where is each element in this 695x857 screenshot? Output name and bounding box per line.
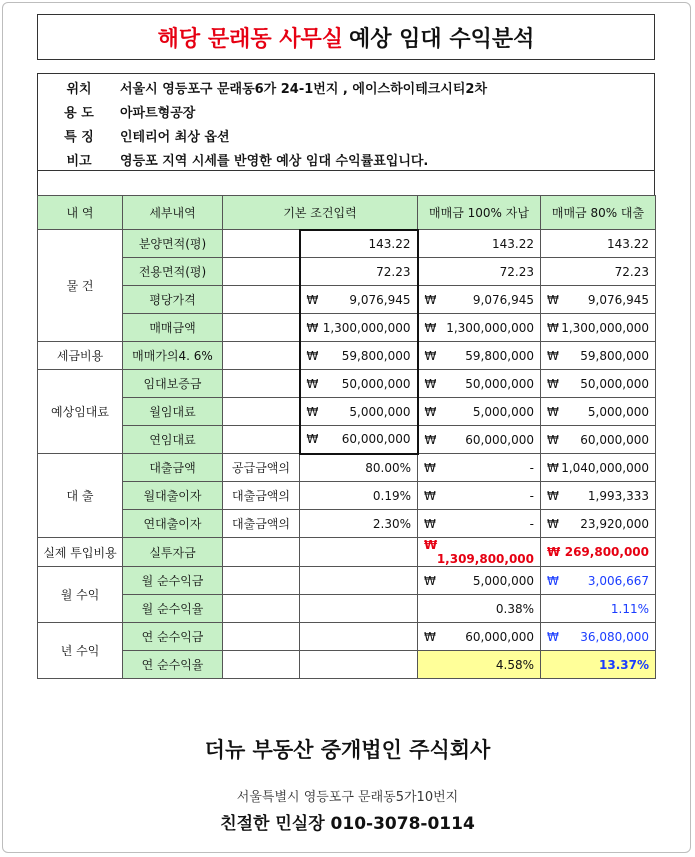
table-row: [38, 342, 656, 370]
note-cell: [223, 426, 300, 454]
base-value[interactable]: [300, 314, 418, 342]
note-cell: [223, 651, 300, 679]
info-value: 서울시 영등포구 문래동6가 24-1번지 , 에이스하이테크시티2차: [120, 81, 488, 97]
won-sign: ₩: [547, 573, 559, 588]
table-row: [38, 258, 656, 286]
base-value[interactable]: [300, 286, 418, 314]
header-detail: 세부내역: [123, 196, 223, 230]
company-name: 더뉴 부동산 중개법인 주식회사: [204, 738, 491, 762]
value-text: 1,300,000,000: [561, 320, 649, 335]
won-sign: ₩: [306, 320, 319, 335]
value-text: 60,000,000: [465, 432, 534, 447]
note-cell: [223, 567, 300, 595]
base-value: [300, 651, 418, 679]
row-label: 월 순수익율: [123, 595, 223, 623]
base-value[interactable]: 80.00%: [300, 454, 418, 482]
won-sign: ₩: [306, 404, 319, 419]
category-property: 물 건: [38, 230, 123, 342]
value-text: 5,000,000: [587, 404, 649, 419]
note-cell: 대출금액의: [223, 482, 300, 510]
row-label: 대출금액: [123, 454, 223, 482]
won-sign: ₩: [547, 320, 559, 335]
base-value[interactable]: [300, 370, 418, 398]
value-text: 59,800,000: [341, 348, 411, 363]
table-row: [38, 314, 656, 342]
note-cell: [223, 623, 300, 651]
full-pay-value: [418, 370, 541, 398]
loan-value: 1.11%: [541, 595, 656, 623]
won-sign: ₩: [306, 292, 319, 307]
full-pay-value: [418, 426, 541, 454]
info-row-note: [38, 147, 654, 171]
won-sign: ₩: [547, 404, 559, 419]
note-cell: [223, 230, 300, 258]
table-row: [38, 398, 656, 426]
note-cell: [223, 370, 300, 398]
header-base: 기본 조건입력: [223, 196, 418, 230]
value-text: 9,076,945: [472, 292, 534, 307]
table-row: [38, 482, 656, 510]
base-value[interactable]: 72.23: [300, 258, 418, 286]
note-cell: 대출금액의: [223, 510, 300, 538]
table-row: [38, 286, 656, 314]
value-text: 3,006,667: [587, 573, 649, 588]
won-sign: ₩: [424, 348, 437, 363]
won-sign: ₩: [547, 516, 559, 531]
won-sign: ₩: [424, 376, 437, 391]
table-row: [38, 651, 656, 679]
won-sign: ₩: [424, 320, 437, 335]
value-text: 36,080,000: [580, 629, 649, 644]
value-text: 60,000,000: [341, 432, 411, 447]
table-row: [38, 567, 656, 595]
won-sign: ₩: [424, 292, 437, 307]
full-pay-value: [418, 623, 541, 651]
note-cell: [223, 286, 300, 314]
value-text: 9,076,945: [587, 292, 649, 307]
value-text: 50,000,000: [465, 376, 534, 391]
loan-value: [541, 510, 656, 538]
info-row-feature: [38, 123, 654, 147]
full-pay-value: [418, 567, 541, 595]
loan-value: 143.22: [541, 230, 656, 258]
base-value: [300, 595, 418, 623]
row-label: 매매가의4. 6%: [123, 342, 223, 370]
full-pay-value: [418, 538, 541, 567]
table-row: [38, 426, 656, 454]
row-label: 전용면적(평): [123, 258, 223, 286]
info-key: 위치: [66, 81, 92, 97]
full-pay-value: [418, 342, 541, 370]
row-label: 실투자금: [123, 538, 223, 567]
value-text: 1,300,000,000: [322, 320, 411, 335]
base-value[interactable]: 143.22: [300, 230, 418, 258]
note-cell: 공급금액의: [223, 454, 300, 482]
value-text: -: [529, 516, 534, 531]
table-row: [38, 370, 656, 398]
row-label: 연 순수익율: [123, 651, 223, 679]
table-row: [38, 595, 656, 623]
won-sign: ₩: [424, 432, 437, 447]
won-sign: ₩: [547, 348, 559, 363]
note-cell: [223, 314, 300, 342]
row-label: 월 순수익금: [123, 567, 223, 595]
category-tax: 세금비용: [38, 342, 123, 370]
loan-value: [541, 538, 656, 567]
category-rent: 예상임대료: [38, 370, 123, 454]
value-text: 59,800,000: [465, 348, 534, 363]
full-pay-value: [418, 398, 541, 426]
category-yearly: 년 수익: [38, 623, 123, 679]
won-sign: ₩: [424, 460, 436, 475]
base-value: [300, 623, 418, 651]
info-row-usage: [38, 99, 654, 123]
table-row: [38, 454, 656, 482]
info-row-location: [38, 75, 654, 99]
loan-value: [541, 623, 656, 651]
value-text: 23,920,000: [580, 516, 649, 531]
value-text: 60,000,000: [465, 629, 534, 644]
value-text: 9,076,945: [349, 292, 411, 307]
info-key: 용 도: [64, 105, 94, 121]
base-value[interactable]: 2.30%: [300, 510, 418, 538]
won-sign: ₩: [547, 432, 559, 447]
title-highlight: 해당 문래동 사무실: [157, 26, 343, 52]
value-text: 59,800,000: [580, 348, 649, 363]
won-sign: ₩: [547, 545, 561, 559]
won-sign: ₩: [424, 488, 436, 503]
info-value: 인테리어 최상 옵션: [120, 129, 230, 145]
header-row: [38, 196, 656, 230]
base-value[interactable]: [300, 426, 418, 454]
note-cell: [223, 595, 300, 623]
header-loan: 매매금 80% 대출: [541, 196, 656, 230]
full-pay-value: 0.38%: [418, 595, 541, 623]
header-category: 내 역: [38, 196, 123, 230]
value-text: 1,300,000,000: [446, 320, 534, 335]
base-value: [300, 567, 418, 595]
loan-value: [541, 426, 656, 454]
won-sign: ₩: [424, 573, 436, 588]
value-text: 5,000,000: [472, 573, 534, 588]
table-row: [38, 510, 656, 538]
loan-value: [541, 314, 656, 342]
note-cell: [223, 258, 300, 286]
note-cell: [223, 538, 300, 567]
note-cell: [223, 342, 300, 370]
won-sign: ₩: [424, 404, 437, 419]
value-text: -: [529, 460, 534, 475]
property-info: [37, 73, 655, 171]
full-pay-value: [418, 510, 541, 538]
won-sign: ₩: [424, 538, 438, 552]
spacer-row: [37, 170, 655, 195]
title-rest: 예상 임대 수익분석: [349, 26, 535, 52]
won-sign: ₩: [424, 516, 436, 531]
loan-value: [541, 286, 656, 314]
full-pay-value: [418, 314, 541, 342]
company-contact: 친절한 민실장 010-3078-0114: [220, 814, 475, 834]
info-key: 비고: [66, 153, 92, 169]
full-pay-value: [418, 286, 541, 314]
note-cell: [223, 398, 300, 426]
value-text: 269,800,000: [564, 545, 649, 559]
row-label: 월대출이자: [123, 482, 223, 510]
full-pay-value: [418, 482, 541, 510]
info-value: 아파트형공장: [120, 105, 196, 121]
category-monthly: 월 수익: [38, 567, 123, 623]
won-sign: ₩: [547, 460, 559, 475]
value-text: 50,000,000: [580, 376, 649, 391]
loan-value: [541, 370, 656, 398]
table-row: [38, 230, 656, 258]
won-sign: ₩: [424, 629, 436, 644]
won-sign: ₩: [547, 376, 559, 391]
won-sign: ₩: [306, 432, 319, 447]
value-text: 1,040,000,000: [561, 460, 649, 475]
row-label: 분양면적(평): [123, 230, 223, 258]
header-full-pay: 매매금 100% 자납: [418, 196, 541, 230]
base-value[interactable]: 0.19%: [300, 482, 418, 510]
company-address: 서울특별시 영등포구 문래동5가10번지: [236, 790, 459, 805]
row-label: 매매금액: [123, 314, 223, 342]
category-loan: 대 출: [38, 454, 123, 538]
full-pay-value: 72.23: [418, 258, 541, 286]
base-value: [300, 538, 418, 567]
loan-value: 13.37%: [541, 651, 656, 679]
value-text: 1,993,333: [587, 488, 649, 503]
value-text: 1,309,800,000: [436, 552, 534, 566]
base-value[interactable]: [300, 398, 418, 426]
value-text: -: [529, 488, 534, 503]
value-text: 50,000,000: [341, 376, 411, 391]
row-label: 연임대료: [123, 426, 223, 454]
base-value[interactable]: [300, 342, 418, 370]
row-label: 연 순수익금: [123, 623, 223, 651]
table-row: [38, 538, 656, 567]
table-row: [38, 623, 656, 651]
loan-value: 72.23: [541, 258, 656, 286]
won-sign: ₩: [306, 376, 319, 391]
value-text: 60,000,000: [580, 432, 649, 447]
loan-value: [541, 342, 656, 370]
row-label: 월임대료: [123, 398, 223, 426]
full-pay-value: 4.58%: [418, 651, 541, 679]
category-invest: 실제 투입비용: [38, 538, 123, 567]
full-pay-value: [418, 454, 541, 482]
analysis-table: [37, 195, 656, 679]
value-text: 5,000,000: [349, 404, 411, 419]
row-label: 연대출이자: [123, 510, 223, 538]
row-label: 평당가격: [123, 286, 223, 314]
page-title: [37, 14, 655, 60]
row-label: 임대보증금: [123, 370, 223, 398]
info-key: 특 징: [64, 129, 94, 145]
won-sign: ₩: [547, 292, 559, 307]
won-sign: ₩: [306, 348, 319, 363]
value-text: 5,000,000: [472, 404, 534, 419]
info-value: 영등포 지역 시세를 반영한 예상 임대 수익률표입니다.: [120, 153, 429, 169]
loan-value: [541, 454, 656, 482]
loan-value: [541, 482, 656, 510]
loan-value: [541, 398, 656, 426]
full-pay-value: 143.22: [418, 230, 541, 258]
won-sign: ₩: [547, 629, 559, 644]
loan-value: [541, 567, 656, 595]
won-sign: ₩: [547, 488, 559, 503]
